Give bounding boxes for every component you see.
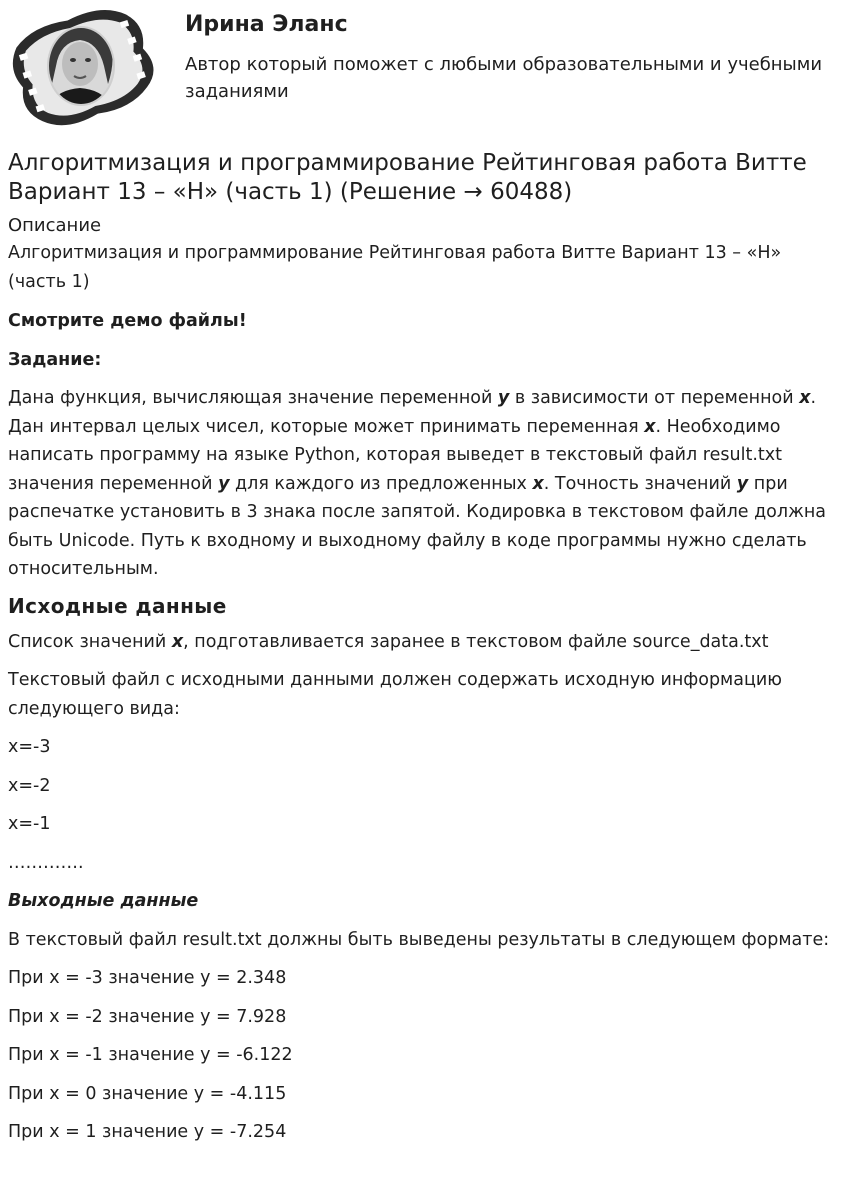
result-line: При x = -3 значение y = 2.348 [8,968,287,988]
variable-y: y [218,473,230,494]
demo-notice: Смотрите демо файлы! [8,311,247,331]
task-text-part: . Необходимо написать программу на языке Python, которая выведет в текстовый файл result.txt значения переменной [8,416,782,494]
source-example: x=-2 [8,775,51,796]
task-text-part: . Дан интервал целых чисел, которые может принимать переменная [8,388,817,437]
author-name[interactable]: Ирина Эланс [185,12,348,37]
task-text-part: при распечатке установить в 3 знака после запятой. Кодировка в текстовом файле должна быть Unicode. Путь к входному и выходному файлу в коде программы нужно сделать относительным. [8,473,827,579]
variable-x: x [644,416,656,437]
description-text: Алгоритмизация и программирование Рейтинговая работа Витте Вариант 13 – «Н» (часть 1) [8,243,782,292]
result-line: При x = 1 значение y = -7.254 [8,1122,287,1142]
source-list-text [8,628,839,657]
author-description: Автор который поможет с любыми образовательными и учебными заданиями [185,54,823,102]
variable-x: x [532,473,544,494]
description-label: Описание [8,215,102,236]
avatar-film-frame-icon[interactable] [8,6,158,128]
source-list-part: Список значений [8,631,172,652]
variable-x: x [799,388,811,408]
result-line: При x = -1 значение y = -6.122 [8,1045,293,1065]
source-example: …………. [8,852,84,873]
variable-x: x [171,631,184,652]
page-title: Алгоритмизация и программирование Рейтинговая работа Витте Вариант 13 – «Н» (часть 1) (Решение → 60488) [8,150,807,205]
source-data-heading: Исходные данные [8,593,227,618]
variable-y: y [736,473,749,494]
task-text-part: . Точность значений [543,473,737,494]
task-text-part: в зависимости от переменной [509,388,800,408]
output-format-text: В текстовый файл result.txt должны быть выведены результаты в следующем формате: [8,929,830,950]
author-block [8,0,839,130]
result-line: При x = 0 значение y = -4.115 [8,1083,287,1104]
output-data-heading: Выходные данные [8,891,199,911]
variable-y: y [497,388,510,408]
source-list-part: , подготавливается заранее в текстовом файле source_data.txt [183,631,769,652]
source-example: x=-1 [8,814,51,834]
source-format-text: Текстовый файл с исходными данными должен содержать исходную информацию следующего вида: [8,670,782,719]
source-example: x=-3 [8,737,51,757]
result-line: При x = -2 значение y = 7.928 [8,1006,287,1027]
task-text [8,384,839,584]
task-heading: Задание: [8,349,102,370]
task-text-part: Дана функция, вычисляющая значение переменной [8,388,498,408]
task-text-part: для каждого из предложенных [229,473,533,494]
